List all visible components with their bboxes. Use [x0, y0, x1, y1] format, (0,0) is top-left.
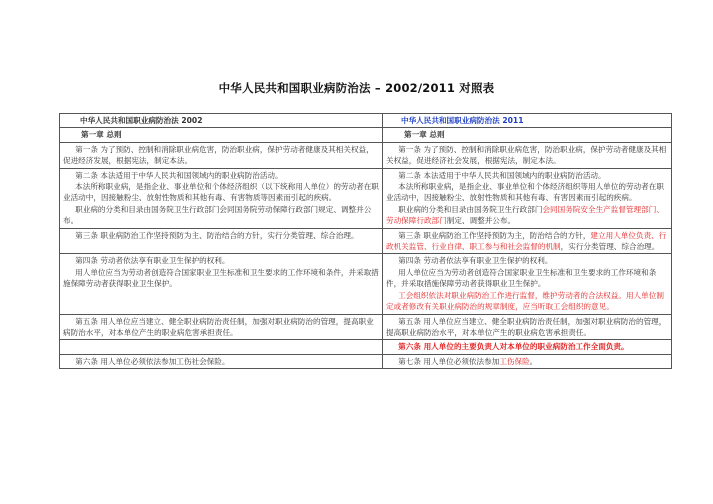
amended-text: 会同国务院安全生产监督管理部门、劳动保障行政部门	[386, 204, 664, 226]
right-article-1: 第一条 为了预防、控制和消除职业病危害，防治职业病，保护劳动者健康及其相关权益，促进经济社会发展，根据宪法，制定本法。	[383, 142, 672, 168]
left-article-3: 第三条 职业病防治工作坚持预防为主、防治结合的方针，实行分类管理、综合治理。	[60, 228, 383, 254]
left-column-header: 中华人民共和国职业病防治法 2002	[60, 114, 383, 128]
amended-text: 工伤保险	[499, 356, 530, 366]
right-article-3: 第三条 职业病防治工作坚持预防为主，防治结合的方针，建立用人单位负责、行政机关监管、行业自律、职工参与和社会监督的机制，实行分类管理、综合治理。	[383, 228, 672, 254]
table-row	[60, 142, 672, 168]
left-article-2: 第二条 本法适用于中华人民共和国领域内的职业病防治活动。 本法所称职业病，是指企业、事业单位和个体经济组织（以下统称用人单位）的劳动者在职业活动中，因接触粉尘、放射性物质和其他有毒、有害物质等因素而引起的疾病。 职业病的分类和目录由国务院卫生行政部门会同国务院劳动保障行政部门规定、调整并公布。	[60, 168, 383, 228]
amended-text: 工会组织依法对职业病防治工作进行监督，维护劳动者的合法权益。用人单位制定或者修改有关职业病防治的规章制度，应当听取工会组织的意见。	[386, 290, 664, 312]
table-row	[60, 354, 672, 368]
right-article-4: 第四条 劳动者依法享有职业卫生保护的权利。 用人单位应当为劳动者创造符合国家职业卫生标准和卫生要求的工作环境和条件，并采取措施保障劳动者获得职业卫生保护。 工会组织依法对职业病防治工作进行监督，维护劳动者的合法权益。用人单位制定或者修改有关职业病防治的规章制度，应当听取工会组织的意见。	[383, 254, 672, 314]
table-row	[60, 314, 672, 340]
right-article-7: 第七条 用人单位必须依法参加工伤保险。	[383, 354, 672, 368]
table-row	[60, 340, 672, 354]
table-row	[60, 228, 672, 254]
table-header-row	[60, 114, 672, 128]
right-article-5: 第五条 用人单位应当建立、健全职业病防治责任制，加强对职业病防治的管理，提高职业病防治水平，对本单位产生的职业病危害承担责任。	[383, 314, 672, 340]
right-article-6	[383, 340, 672, 354]
left-article-1: 第一条 为了预防、控制和消除职业病危害，防治职业病，保护劳动者健康及其相关权益，促进经济发展，根据宪法，制定本法。	[60, 142, 383, 168]
table-row	[60, 254, 672, 314]
comparison-table	[59, 113, 672, 369]
left-article-6: 第六条 用人单位必须依法参加工伤社会保险。	[60, 354, 383, 368]
chapter-row	[60, 128, 672, 142]
right-chapter-heading: 第一章 总则	[383, 128, 672, 142]
left-empty-cell	[60, 340, 383, 354]
right-column-header	[383, 114, 672, 128]
right-article-2: 第二条 本法适用于中华人民共和国领域内的职业病防治活动。 本法所称职业病，是指企业、事业单位和个体经济组织等用人单位的劳动者在职业活动中，因接触粉尘、放射性物质和其他有毒、有害因素而引起的疾病。 职业病的分类和目录由国务院卫生行政部门会同国务院安全生产监督管理部门、劳动保障行政部门制定、调整并公布。	[383, 168, 672, 228]
left-chapter-heading: 第一章 总则	[60, 128, 383, 142]
right-header-text: 中华人民共和国职业病防治法 2011	[401, 116, 524, 125]
amended-text: 建立用人单位负责、行政机关监管、行业自律、职工参与和社会监督的机制	[386, 230, 667, 252]
left-article-5: 第五条 用人单位应当建立、健全职业病防治责任制，加强对职业病防治的管理，提高职业病防治水平，对本单位产生的职业病危害承担责任。	[60, 314, 383, 340]
new-article-text: 第六条 用人单位的主要负责人对本单位的职业病防治工作全面负责。	[398, 342, 629, 352]
page-title: 中华人民共和国职业病防治法 – 2002/2011 对照表	[218, 81, 495, 95]
table-row	[60, 168, 672, 228]
left-article-4: 第四条 劳动者依法享有职业卫生保护的权利。 用人单位应当为劳动者创造符合国家职业卫生标准和卫生要求的工作环境和条件，并采取措施保障劳动者获得职业卫生保护。	[60, 254, 383, 314]
